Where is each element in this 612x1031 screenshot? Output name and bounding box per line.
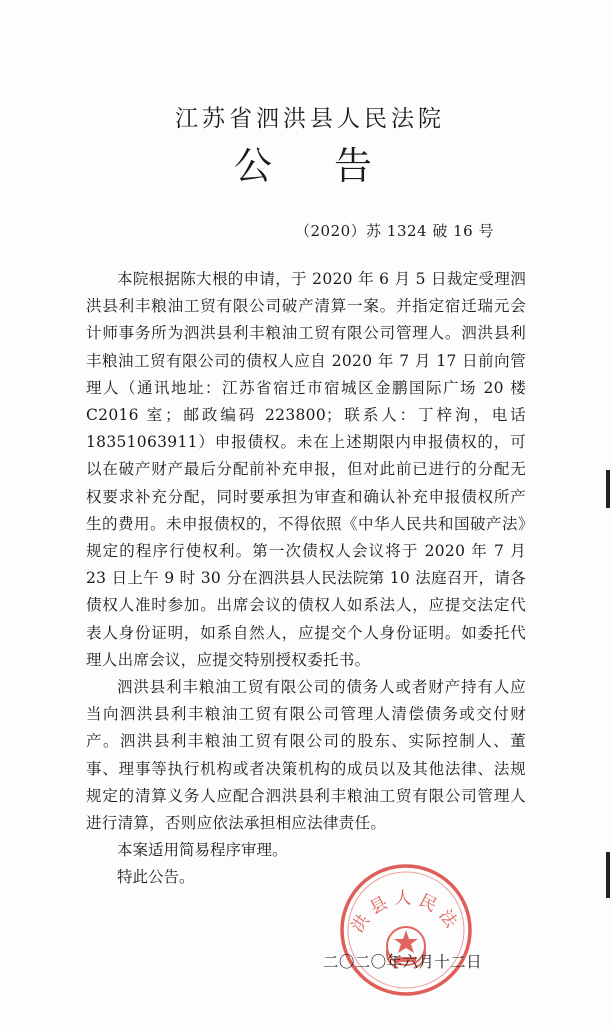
notice-body — [86, 266, 526, 891]
seal-text: 洪县人民法 — [347, 888, 465, 937]
closing-line: 特此公告。 — [117, 868, 195, 887]
court-seal-icon — [336, 860, 476, 1000]
svg-text:洪县人民法 — [348, 889, 464, 937]
procedure-note: 本案适用简易程序审理。 — [117, 841, 288, 860]
issue-date: 二〇二〇年六月十二日 — [322, 953, 482, 971]
paragraph-2: 泗洪县利丰粮油工贸有限公司的债务人或者财产持有人应当向泗洪县利丰粮油工贸有限公司管理人清偿债务或交付财产。泗洪县利丰粮油工贸有限公司的股东、实际控制人、董事、理事等执行机构或者决策机构的成员以及其他法律、法规规定的清算义务人应配合泗洪县利丰粮油工贸有限公司管理人进行清算，否则应依法承担相应法律责任。 — [86, 678, 526, 833]
court-name: 江苏省泗洪县人民法院 — [175, 106, 445, 132]
scan-edge-mark — [606, 852, 610, 898]
case-number: （2020）苏 1324 破 16 号 — [294, 222, 494, 240]
paragraph-1: 本院根据陈大根的申请，于 2020 年 6 月 5 日裁定受理泗洪县利丰粮油工贸有限公司破产清算一案。并指定宿迁瑞元会计师事务所为泗洪县利丰粮油工贸有限公司管理人。泗洪县利丰粮油工贸有限公司的债权人应自 2020 年 7 月 17 日前向管理人（通讯地址：江苏省宿迁市宿城区金鹏国际广场 20 楼 C2016 室；邮政编码 223800；联系人：丁梓洵，电话 18351063911）申报债权。未在上述期限内申报债权的，可以在破产财产最后分配前补充申报，但对此前已进行的分配无权要求补充分配，同时要承担为审查和确认补充申报债权所产生的费用。未申报债权的，不得依照《中华人民共和国破产法》规定的程序行使权利。第一次债权人会议将于 2020 年 7 月 23 日上午 9 时 30 分在泗洪县人民法院第 10 法庭召开，请各债权人准时参加。出席会议的债权人如系法人，应提交法定代表人身份证明，如系自然人，应提交个人身份证明。如委托代理人出席会议，应提交特别授权委托书。 — [86, 270, 526, 669]
scan-edge-mark — [606, 470, 610, 508]
document-title: 公告 — [233, 144, 434, 188]
